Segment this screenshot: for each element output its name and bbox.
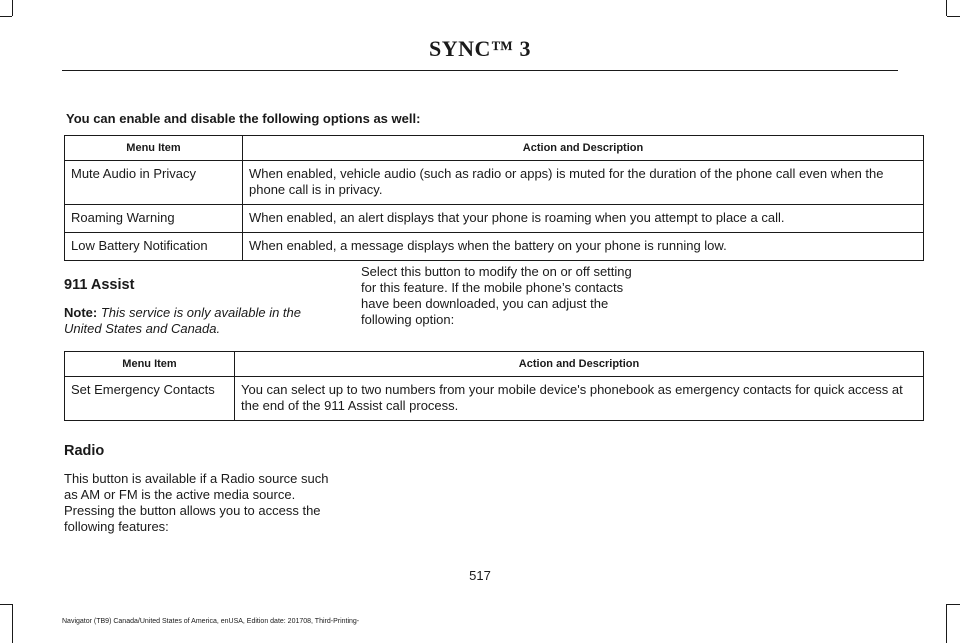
column-header-menu-item: Menu Item [65,136,243,161]
section-heading-radio: Radio [64,443,105,459]
table-row [65,161,924,205]
note-label: Note: [64,305,98,320]
column-header-action: Action and Description [235,352,924,377]
menu-item-cell: Roaming Warning [65,205,243,233]
description-cell: When enabled, vehicle audio (such as radio or apps) is muted for the duration of the phone call even when the phone call is in privacy. [243,161,924,205]
description-cell: When enabled, a message displays when the battery on your phone is running low. [243,233,924,261]
radio-body-text: This button is available if a Radio source such as AM or FM is the active media source. Pressing the button allows you to access the following features: [64,471,329,534]
emergency-contacts-table [64,351,924,421]
crop-mark [12,0,13,16]
crop-mark [946,604,947,643]
options-table [64,135,924,261]
header-divider [62,70,898,71]
column-header-menu-item: Menu Item [65,352,235,377]
crop-mark [947,604,960,605]
menu-item-cell: Mute Audio in Privacy [65,161,243,205]
crop-mark [0,604,12,605]
table-header-row [65,136,924,161]
table-row [65,205,924,233]
crop-mark [947,16,960,17]
page-number: 517 [469,568,491,583]
intro-text: You can enable and disable the following options as well: [66,111,421,126]
crop-mark [946,0,947,16]
table-row [65,377,924,421]
table-header-row [65,352,924,377]
table-row [65,233,924,261]
note-paragraph [64,305,336,337]
description-cell: When enabled, an alert displays that your phone is roaming when you attempt to place a call. [243,205,924,233]
crop-mark [12,604,13,643]
menu-item-cell: Low Battery Notification [65,233,243,261]
note-text: This service is only available in the United States and Canada. [64,305,301,336]
menu-item-cell: Set Emergency Contacts [65,377,235,421]
page-header-title: SYNC™ 3 [429,36,531,61]
crop-mark [0,16,12,17]
column-header-action: Action and Description [243,136,924,161]
section-heading-911-assist: 911 Assist [64,277,135,293]
description-cell: You can select up to two numbers from your mobile device's phonebook as emergency contacts for quick access at the end of the 911 Assist call process. [235,377,924,421]
assist-body-text: Select this button to modify the on or off setting for this feature. If the mobile phone’s contacts have been downloaded, you can adjust the following option: [361,264,632,327]
footer-edition-text: Navigator (TB9) Canada/United States of America, enUSA, Edition date: 201708, Third-Printing- [62,618,360,625]
